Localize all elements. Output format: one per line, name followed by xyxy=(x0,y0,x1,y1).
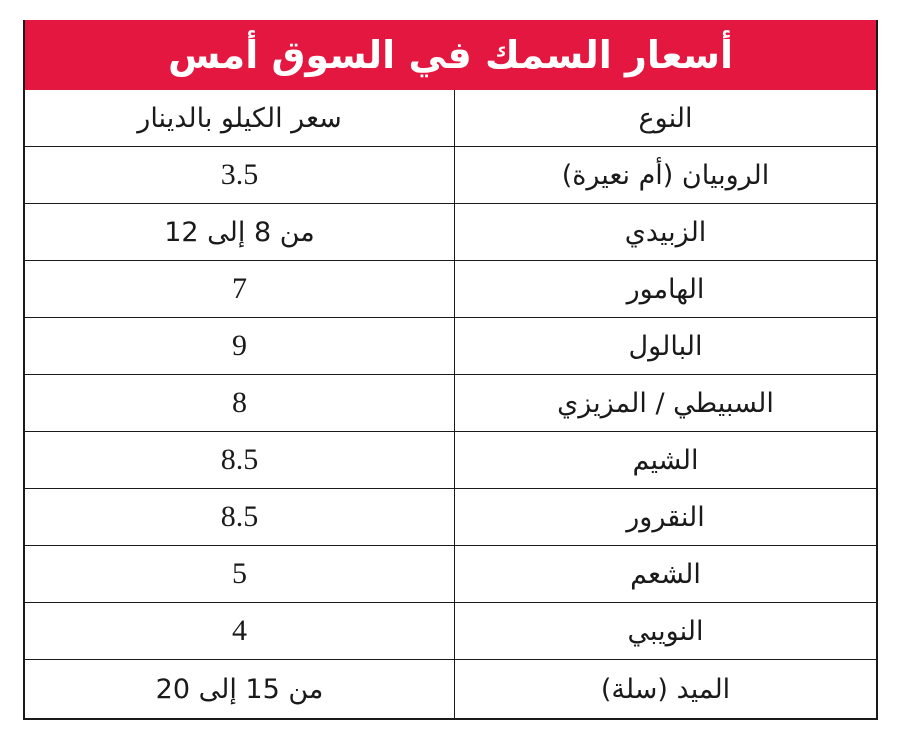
table-row xyxy=(25,204,876,261)
fish-price-cell: 7 xyxy=(25,261,455,317)
table-row xyxy=(25,546,876,603)
fish-price-cell: 4 xyxy=(25,603,455,659)
page-title: أسعار السمك في السوق أمس xyxy=(167,33,734,77)
fish-type-cell: النويبي xyxy=(627,615,704,647)
table-row xyxy=(25,603,876,660)
title-bar xyxy=(25,20,876,90)
table-row xyxy=(25,318,876,375)
fish-price-cell: من 8 إلى 12 xyxy=(25,204,455,260)
fish-type-cell: الزبيدي xyxy=(624,216,707,248)
fish-type-cell: الهامور xyxy=(626,273,705,305)
table-row xyxy=(25,432,876,489)
fish-price-cell: 5 xyxy=(25,546,455,602)
fish-type-cell: الروبيان (أم نعيرة) xyxy=(561,159,770,191)
fish-price-cell: من 15 إلى 20 xyxy=(25,660,455,718)
header-type: النوع xyxy=(638,102,693,134)
table-body xyxy=(25,90,876,718)
table-row xyxy=(25,660,876,718)
table-row xyxy=(25,261,876,318)
fish-type-cell: الشعم xyxy=(630,558,701,590)
fish-type-cell: الشيم xyxy=(632,444,699,476)
fish-type-cell: الميد (سلة) xyxy=(600,673,731,705)
fish-type-cell: البالول xyxy=(628,330,703,362)
fish-price-cell: 9 xyxy=(25,318,455,374)
fish-price-cell: 8.5 xyxy=(25,489,455,545)
fish-price-cell: 8.5 xyxy=(25,432,455,488)
table-row xyxy=(25,375,876,432)
fish-price-cell: 8 xyxy=(25,375,455,431)
header-price: سعر الكيلو بالدينار xyxy=(25,90,455,146)
fish-type-cell: النقرور xyxy=(626,501,705,533)
fish-price-cell: 3.5 xyxy=(25,147,455,203)
table-row xyxy=(25,147,876,204)
table-row xyxy=(25,489,876,546)
fish-price-table xyxy=(23,20,878,720)
fish-type-cell: السبيطي / المزيزي xyxy=(557,387,774,419)
header-row xyxy=(25,90,876,147)
